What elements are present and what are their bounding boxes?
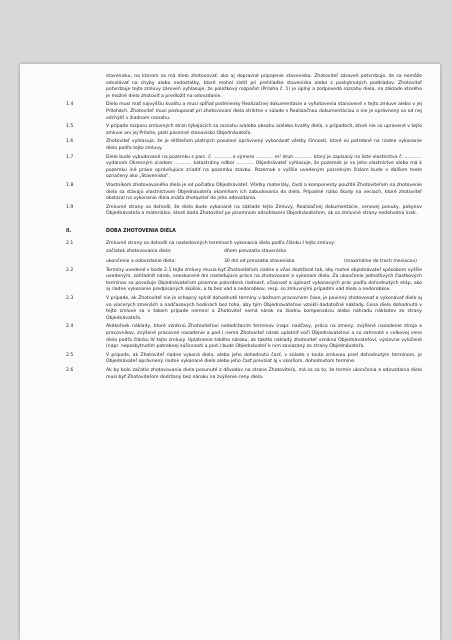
schedule-row-start xyxy=(106,249,422,256)
clause-number: 1.7 xyxy=(66,154,74,160)
clause-number: 2.5 xyxy=(66,352,74,358)
clauses-part-one xyxy=(66,102,422,218)
schedule-row-end xyxy=(106,259,422,266)
clause-paragraph xyxy=(66,139,422,152)
clause-text: Zmluvné strany sa dohodli na nasledovných termínoch vykonania diela podľa článku I tejto zmluvy: xyxy=(106,240,336,246)
clause-paragraph xyxy=(66,183,422,203)
clause-number: 1.8 xyxy=(66,182,74,188)
schedule-table xyxy=(66,249,422,265)
clauses-part-two xyxy=(66,268,422,382)
schedule-note: (maximálne do troch mesiacov) xyxy=(344,259,417,265)
clause-paragraph xyxy=(66,102,422,122)
clause-number: 2.6 xyxy=(66,367,74,373)
clause-paragraph xyxy=(66,353,422,366)
section-heading xyxy=(66,228,422,235)
section-title: DOBA ZHOTOVENIA DIELA xyxy=(106,228,176,234)
clause-text: Dielo bude vybudované na pozemku s parc. č. ............ o výmere ............ m² druh ............ ktorý je zapísaný na liste vlastníctva č. ............ vydanom Okresným úradom ............ katastrálny odbor ............ Objednávateľ vyhlasuje, že pozemok je vo jeho vlastníctve alebo má k pozemku iné právo oprávňujúce zriadiť na pozemku stavbu. Pozemok s vyššie uvedeným parcelným číslom bude v ďalšom texte označený ako „Stavenisko“. xyxy=(106,154,422,180)
clause-text: Dielo musí mať najvyššiu kvalitu a musí spĺňať podmienky Realizačnej dokumentácie a vyhotovenia stanovené v tejto zmluve alebo v jej Prílohách. Zhotoviteľ musí postupovať pri zhotovovaní diela striktne v súlade s Realizačnou dokumentáciou a nie je oprávnený sa od nej odchýliť v žiadnom rozsahu. xyxy=(106,102,422,121)
clause-paragraph xyxy=(66,124,422,137)
clause-text: Vlastníkom zhotovovaného diela je od počiatku Objednávateľ. Všetky materiály, časti a komponenty použité Zhotoviteľom na zhotovenie diela sa stávajú vlastníctvom Objednávateľa okamihom ich zabudovania do diela. Prípadné riziko škody na veciach, ktoré zhotoviteľ obstaral na vykonanie diela znáša zhotoviteľ do jeho odovzdania. xyxy=(106,182,422,202)
clause-paragraph xyxy=(66,368,422,381)
clause-2-1 xyxy=(66,241,422,248)
clause-paragraph xyxy=(66,268,422,294)
document-page xyxy=(20,64,440,640)
clause-paragraph xyxy=(66,205,422,218)
clause-text: V prípade rozporu zmluvných strán týkajúcich sa rozsahu a/alebo obsahu a/alebo kvality diela, v prípadoch, ktoré nie sú upravené v tejto zmluve ani jej Prílohe, platí písomné stanovisko Objednávateľa. xyxy=(106,124,422,136)
clause-number: 2.2 xyxy=(66,267,74,273)
section-number: II. xyxy=(66,228,72,234)
clause-text: Termíny uvedené v bode 2.1 tejto zmluvy musia byť Zhotoviteľom riadne a včas dodržané tak, aby mohol objednávateľ spôsobom vyššie uvedeným, zohľadniť nárok, oneskorené dni nasledujúce práce na zhotovovaní a vykonaní diela. Za ukončenie jednotlivých čiastkových termínov sa považuje Objednávateľom písomne potvrdená riadnosť, včasnosť a úplnosť vykonaných prác podľa dohodnutých etáp, ako aj riadne vykonanie predpísaných skúšok, a to bez vád a nedorobkov, resp. so zmluvnými prípadmi vád diela a nedorobkov. xyxy=(106,267,422,293)
schedule-label: ukončenie a odovzdanie diela: xyxy=(106,259,176,265)
schedule-value: 30 dní od prevzatia staveniska xyxy=(224,259,295,265)
intro-paragraph: stavenisku, na ktorom sa má dielo zhotovovať; ako aj dopravné pripojenie staveniska. Zhotoviteľ zároveň potvrdzuje, že sa nemôže odvolávať na chyby alebo nedostatky, ktoré mohol zistiť pri prehliadke staveniska alebo z poskytnutých podkladov. Zhotoviteľ potvrdzuje tejto zmluvy zároveň vyhlasuje, že položkový rozpočet (Príloha č. 1) je úplný a zodpovedá rozsahu diela, na základe ktorého je možné dielo zhotoviť a predložiť na odovzdanie. xyxy=(106,74,422,99)
clause-paragraph xyxy=(66,324,422,350)
clause-text: V prípade, ak Zhotoviteľ riadne vykoná dielo, alebo jeho dohodnutú časť, v súlade s touto zmluvou pred dohodnutým termínom, je Objednávateľ oprávnený riadne vykonané dielo alebo jeho časť prevziať aj v skoršom, dohodnutom termíne. xyxy=(106,352,422,365)
clause-text: Ak by bolo začatie zhotovovania diela posunuté z dôvodov na strane Zhotoviteľa, má sa za to, že termín ukončenia a odovzdania diela musí byť Zhotoviteľom dodržaný bez nároku na zvýšenie ceny diela. xyxy=(106,367,422,380)
clause-text: Akékoľvek náklady, ktoré vzniknú Zhotoviteľovi nedodržaním termínov (napr. nadčasy, práca na zmeny, zvýšené nasadenie stroja a pracovníkov, zvýšené pracovné nasadenie a pod.) nemá Zhotoviteľ nárok uplatniť voči Objednávateľovi a sú zahrnuté v celkovej cene diela podľa článku IV tejto zmluvy. Uplatnenie takého nároku, ak takéto náklady zhotoviteľ vzniknú Objednávateľovi, výslovne vylúčené (napr. neposkytnutím potrebnej súčinnosti a pod.) bude Objednávateľ k nim zaviazaný zo strany Objednávateľa. xyxy=(106,324,422,350)
clause-text: Zhotoviteľ vyhlasuje, že je držiteľom platných povolení oprávnený vykonávať všetky činnosti, ktoré sú potrebné na riadne vykonanie diela podľa tejto zmluvy. xyxy=(106,139,422,151)
clause-number: 1.5 xyxy=(66,124,74,130)
clause-text: V prípade, ak Zhotoviteľ nie je schopný splniť dohodnuté termíny v bežnom pracovnom čase, je povinný zhotovovať a vykonávať dielo aj vo viacerých zmenách a nadčasových hodinách bez toho, aby tým Objednávateľovi vznikli dodatočné náklady. Cena diela dohodnutá v tejto zmluve sa v takom prípade nemení a Zhotoviteľ nemá nárok na žiadnu kompenzáciu alebo náhradu nákladov zo strany Objednávateľa. xyxy=(106,296,422,321)
clause-number: 2.3 xyxy=(66,296,74,302)
schedule-label: začiatok zhotovovania diela: xyxy=(106,249,172,255)
schedule-value: dňom prevzatia staveniska xyxy=(224,249,286,255)
clause-number: 2.4 xyxy=(66,324,74,330)
clause-paragraph xyxy=(66,296,422,322)
clause-number: 1.6 xyxy=(66,139,74,145)
clause-text: Zmluvné strany sa dohodli, že dielo bude vykonané na základe tejto Zmluvy, Realizačnej dokumentácie, cenovej ponuky, pokynov Objednávateľa a materiálov, ktoré dodá Zhotoviteľ po písomnom odsúhlasení Objednávateľom, ak sa zmluvné strany nedohodnú inak. xyxy=(106,204,422,217)
clause-number: 1.9 xyxy=(66,204,74,210)
page-content xyxy=(66,74,422,383)
clause-number: 2.1 xyxy=(66,240,74,246)
clause-number: 1.4 xyxy=(66,102,74,108)
clause-paragraph xyxy=(66,155,422,181)
